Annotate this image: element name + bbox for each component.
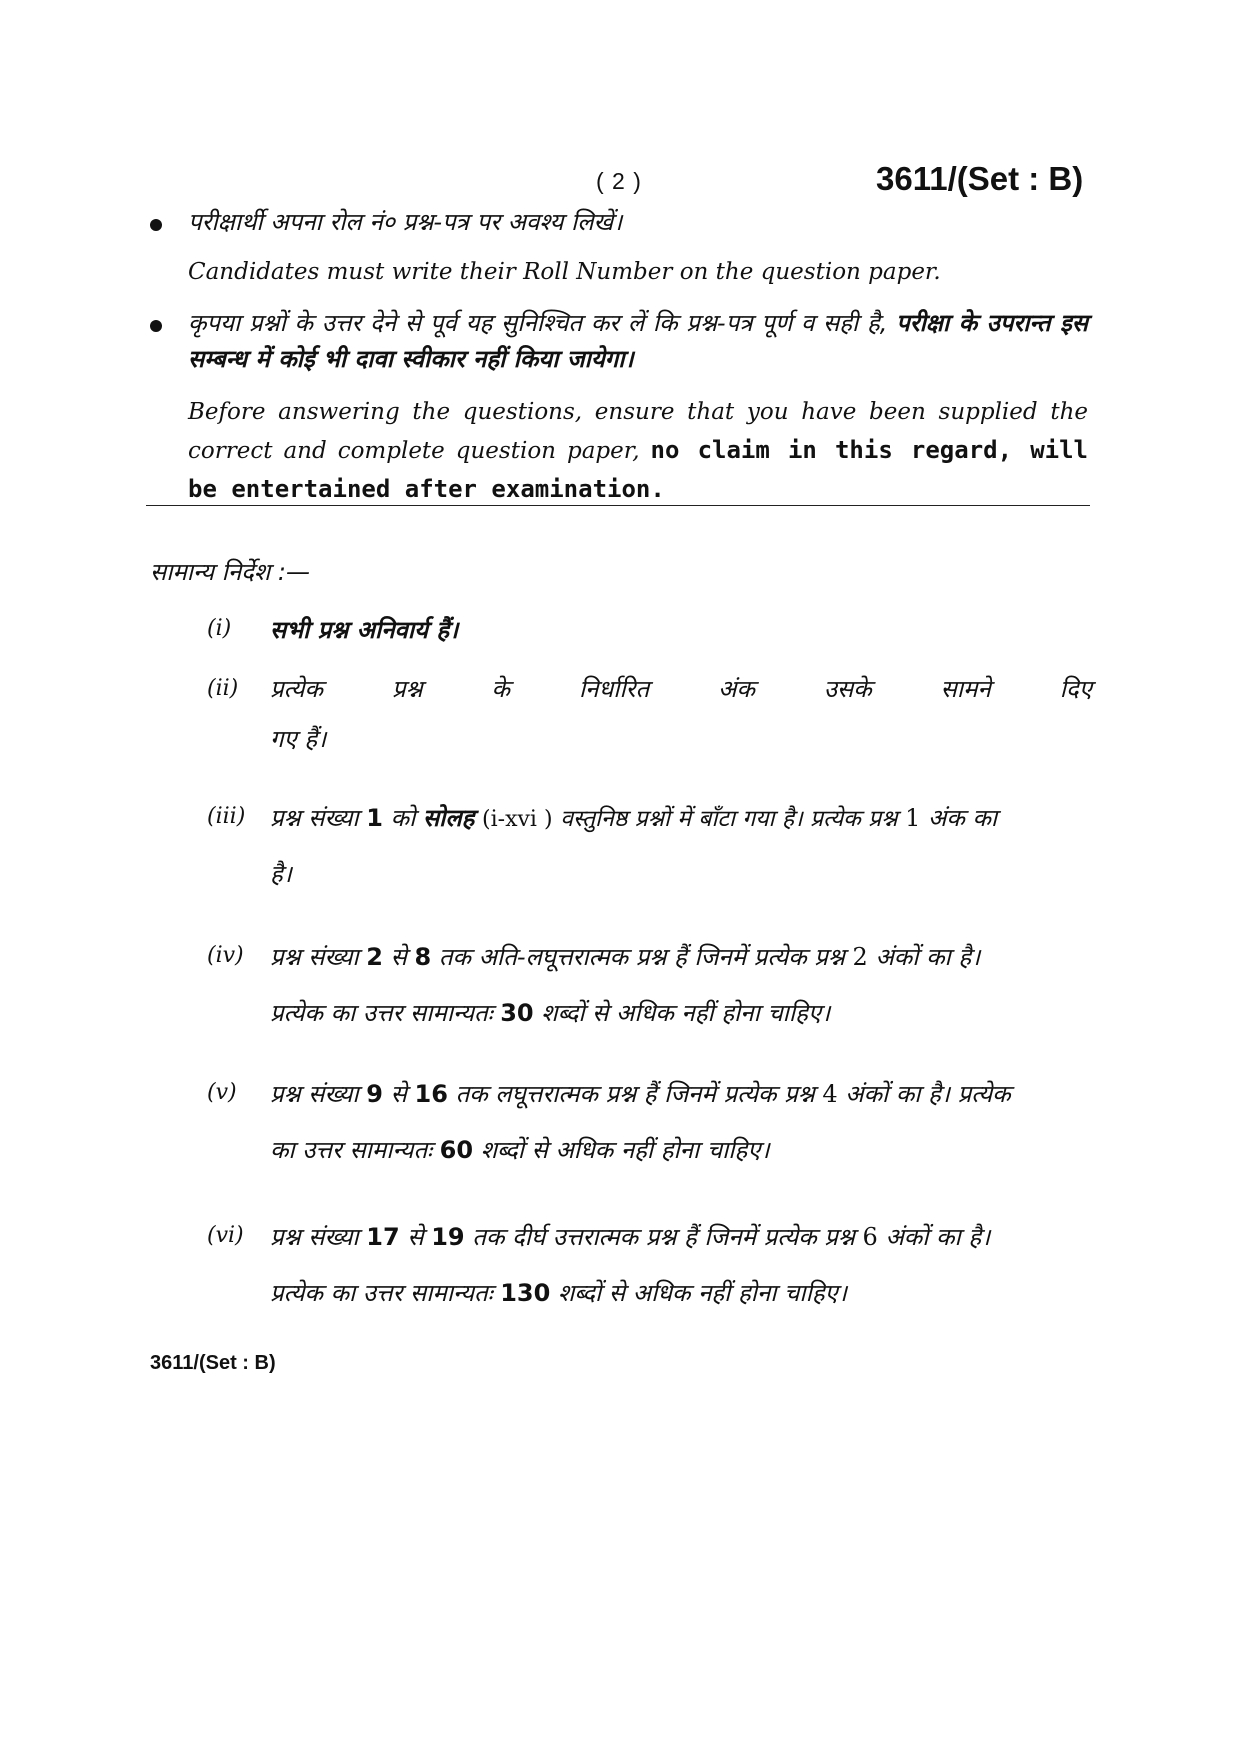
item-3-marks: 1 — [905, 804, 921, 832]
item-3-text: वस्तुनिष्ठ प्रश्नों में बाँटा गया है। प्रत्येक प्रश्न — [560, 806, 898, 832]
item-number: (iv) — [207, 943, 244, 968]
item-4-text: शब्दों से अधिक नहीं होना चाहिए। — [541, 999, 831, 1027]
item-2-line-1 — [270, 671, 1092, 707]
instruction-item-4 — [270, 939, 1092, 1031]
item-4-text: अंकों का है। — [875, 943, 981, 971]
item-2-word: निर्धारित — [578, 675, 650, 703]
instructions-heading: सामान्य निर्देश :— — [150, 558, 310, 586]
item-5-line-2 — [270, 1132, 1092, 1168]
section-divider — [146, 505, 1090, 506]
item-5-text: अंकों का है। प्रत्येक — [845, 1080, 1011, 1108]
item-number: (v) — [207, 1080, 237, 1105]
item-4-marks: 2 — [852, 943, 868, 971]
instruction-item-3 — [270, 800, 1092, 892]
item-4-text: तक अति-लघूत्तरात्मक प्रश्न हैं जिनमें प्रत्येक प्रश्न — [438, 943, 845, 971]
item-5-marks: 4 — [822, 1080, 838, 1108]
item-6-text: प्रश्न संख्या — [270, 1223, 359, 1251]
item-2-word: उसके — [823, 675, 872, 703]
item-5-word-limit: 60 — [439, 1136, 474, 1164]
item-6-line-2 — [270, 1275, 1092, 1311]
item-4-word-limit: 30 — [500, 999, 534, 1027]
note-2-english-bold: no claim in this regard, will be entertained after examination. — [188, 436, 1088, 503]
item-6-word-limit: 130 — [500, 1279, 551, 1307]
item-4-number: 2 — [366, 943, 383, 971]
item-2-word: के — [491, 675, 510, 703]
item-5-text: तक लघूत्तरात्मक प्रश्न हैं जिनमें प्रत्येक प्रश्न — [455, 1080, 815, 1108]
item-2-word: प्रश्न — [391, 675, 423, 703]
item-2-word: अंक — [718, 675, 755, 703]
item-6-text: प्रत्येक का उत्तर सामान्यतः — [270, 1279, 493, 1307]
item-4-number: 8 — [414, 943, 432, 971]
item-5-text: से — [390, 1080, 407, 1108]
item-6-number: 19 — [431, 1223, 465, 1251]
paper-code-header: 3611/(Set : B) — [876, 160, 1084, 197]
note-2-hindi — [188, 305, 1088, 377]
item-5-line-1 — [270, 1076, 1092, 1112]
paper-code-footer: 3611/(Set : B) — [150, 1352, 276, 1374]
note-1-english: Candidates must write their Roll Number on the question paper. — [188, 259, 941, 285]
item-3-bold: सोलह — [422, 804, 475, 832]
instruction-item-2 — [270, 671, 1092, 757]
item-4-line-2 — [270, 995, 1092, 1031]
item-number: (ii) — [207, 676, 239, 701]
item-3-number: 1 — [366, 804, 383, 832]
item-1-text: सभी प्रश्न अनिवार्य हैं। — [270, 616, 459, 644]
item-3-text: प्रश्न संख्या — [270, 804, 359, 832]
item-number: (vi) — [207, 1223, 244, 1248]
item-5-number: 9 — [366, 1080, 383, 1108]
item-5-number: 16 — [414, 1080, 448, 1108]
item-3-text: को — [390, 804, 416, 832]
bullet-icon — [150, 219, 162, 231]
item-2-line-2: गए हैं। — [270, 725, 327, 753]
item-6-text: शब्दों से अधिक नहीं होना चाहिए। — [557, 1279, 847, 1307]
bullet-icon — [150, 320, 162, 332]
item-6-marks: 6 — [862, 1223, 878, 1251]
item-4-line-1 — [270, 939, 1092, 975]
item-6-text: से — [407, 1223, 424, 1251]
item-number: (i) — [207, 616, 232, 641]
item-2-word: प्रत्येक — [270, 675, 323, 703]
note-1-hindi: परीक्षार्थी अपना रोल नं० प्रश्न-पत्र पर अवश्य लिखें। — [188, 208, 623, 236]
item-2-word: दिए — [1059, 675, 1092, 703]
item-6-number: 17 — [366, 1223, 400, 1251]
item-2-word: सामने — [940, 675, 991, 703]
item-4-text: प्रश्न संख्या — [270, 943, 359, 971]
instruction-item-1 — [270, 612, 1092, 648]
item-3-line-2: है। — [270, 860, 292, 888]
page-number: ( 2 ) — [596, 168, 642, 194]
item-3-line-1 — [270, 800, 1092, 838]
note-2-hindi-bold: परीक्षा के उपरान्त इस सम्बन्ध में कोई भी दावा स्वीकार नहीं किया जायेगा। — [188, 309, 1089, 373]
item-5-text: शब्दों से अधिक नहीं होना चाहिए। — [480, 1136, 770, 1164]
note-2-english — [188, 393, 1088, 509]
item-3-text: अंक का — [928, 804, 998, 832]
item-3-range: (i-xvi ) — [482, 807, 553, 832]
item-6-line-1 — [270, 1219, 1092, 1255]
note-2-english-text: Before answering the questions, ensure that you have been supplied the correct and complete question paper, — [188, 399, 1088, 464]
item-5-text: का उत्तर सामान्यतः — [270, 1136, 432, 1164]
instruction-item-6 — [270, 1219, 1092, 1311]
item-4-text: प्रत्येक का उत्तर सामान्यतः — [270, 999, 493, 1027]
item-4-text: से — [390, 943, 407, 971]
instruction-item-5 — [270, 1076, 1092, 1168]
note-2-hindi-text: कृपया प्रश्नों के उत्तर देने से पूर्व यह सुनिश्चित कर लें कि प्रश्न-पत्र पूर्ण व सही है, — [188, 309, 888, 337]
item-number: (iii) — [207, 804, 246, 829]
item-5-text: प्रश्न संख्या — [270, 1080, 359, 1108]
item-6-text: अंकों का है। — [885, 1223, 991, 1251]
item-6-text: तक दीर्घ उत्तरात्मक प्रश्न हैं जिनमें प्रत्येक प्रश्न — [472, 1223, 855, 1251]
